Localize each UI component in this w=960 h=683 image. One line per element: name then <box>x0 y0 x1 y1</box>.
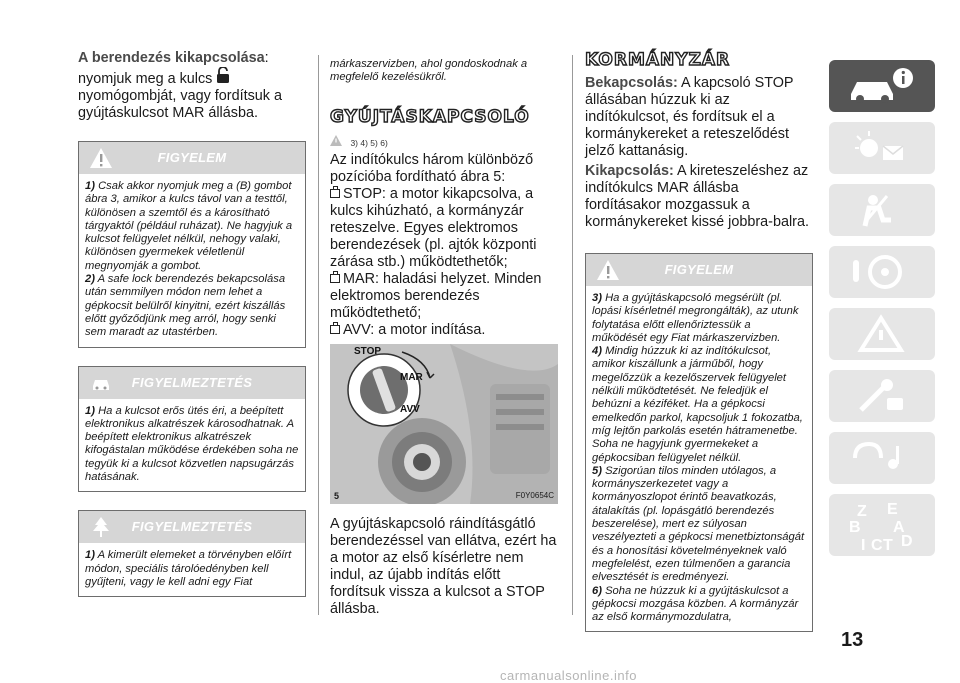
immobilizer-paragraph: A gyújtáskapcsoló ráindításgátló berendezéssel van ellátva, ezért ha a motor az első kísérletre nem indul, az újabb indítás előtt fordítsuk vissza a kulcsot a STOP állásba. <box>330 515 557 617</box>
note-text: Szigorúan tilos minden utólagos, a kormányszerkezetet vagy a kormányoszlopot érintő beavatkozás, átalakítás (pl. lopásgátló berendezés beszerelése), mert ez súlyosan veszélyezteti a gépkocsi menetbiztonságát és a honosítási követelményeknek való megfelelést, ezen túlmenően a garancia elvesztését is eredményezi. <box>592 464 805 584</box>
note-number: 1) <box>85 404 95 417</box>
index-letter: E <box>887 501 898 518</box>
tab-emergency[interactable] <box>829 370 935 422</box>
caution-box-body <box>79 399 305 492</box>
column-divider <box>572 55 573 615</box>
tab-warning-lights[interactable] <box>829 308 935 360</box>
warning-title: FIGYELEM <box>664 262 734 277</box>
caution-box-body <box>79 543 305 596</box>
chapter-tabs <box>829 60 935 566</box>
warning-box-body <box>586 286 812 631</box>
index-letter: C <box>871 537 883 554</box>
index-letter: D <box>901 533 913 550</box>
tools-icon <box>847 376 917 416</box>
column-middle <box>330 58 558 618</box>
airbag-safety-icon <box>847 190 917 230</box>
caution-box <box>78 366 306 493</box>
ignition-description <box>330 152 558 339</box>
figure-label-stop: STOP <box>354 345 382 357</box>
dashboard-lights-icon <box>847 128 917 168</box>
subheading-bekapcsolas: Bekapcsolás: <box>585 75 678 91</box>
tab-car-info[interactable] <box>829 60 935 112</box>
key-bullet-icon <box>330 189 340 198</box>
note-text: Ha a kulcsot erős ütés éri, a beépített elektronikus alkatrészek károsodhatnak. A beépített elektronikus alkatrészek kifogástalan működése érdekében soha ne tegyük ki a kulcsot közvetlen napsugárzás hatásának. <box>85 404 299 484</box>
tab-safety[interactable] <box>829 184 935 236</box>
section-title: KORMÁNYZÁR <box>585 50 731 70</box>
page-number: 13 <box>841 629 864 651</box>
reference-row <box>330 133 558 151</box>
warning-box-body <box>79 174 305 347</box>
warning-box <box>78 141 306 348</box>
tab-dashboard-lights[interactable] <box>829 122 935 174</box>
car-info-icon <box>847 66 917 106</box>
column-divider <box>318 55 319 615</box>
column-right <box>585 50 813 632</box>
note-number: 5) <box>592 464 602 477</box>
index-letter: T <box>883 537 893 554</box>
warning-small-icon <box>330 133 346 150</box>
figure-label-mar: MAR <box>400 371 423 383</box>
key-bullet-icon <box>330 274 340 283</box>
caution-box-header <box>79 367 305 399</box>
warning-triangle-icon <box>847 314 917 354</box>
note-number: 2) <box>85 273 95 286</box>
note-text: Mindig húzzuk ki az indítókulcsot, amikor kiszállunk a járműből, hogy megelőzzük a kezelőszervek felügyelet nélküli működtetését. Ne feledjük el behúzni a kéziféket. Ha a gépkocsi emelkedőn parkol, kapcsoljuk 1 fokozatba, míg lejtőn parkolás esetén hátramenetbe. Soha ne hagyjunk gyermekeket a gépkocsiban felügyelet nélkül. <box>592 345 803 464</box>
note-number: 1) <box>85 549 95 562</box>
reference-numbers: 3) 4) 5) 6) <box>350 137 388 148</box>
key-bullet-icon <box>330 325 340 334</box>
column-left <box>78 50 306 597</box>
section-title: GYÚJTÁSKAPCSOLÓ <box>330 106 530 127</box>
index-letter: I <box>861 537 866 554</box>
key-lock-icon <box>216 67 230 88</box>
note-text: Csak akkor nyomjuk meg a (B) gombot ábra 3, amikor a kulcs távol van a testtől, különösen a szemtől és a károsítható tárgyaktól (például ruházat). Ne hagyjuk a kulcsot felügyelet nélkül, nehogy valaki, különösen gyermekek véletlenül megnyomják a gombot. <box>85 180 293 272</box>
figure-number: 5 <box>334 490 340 501</box>
steering-wheel-icon <box>847 252 917 292</box>
caution-box-header <box>79 511 305 543</box>
lock-on-paragraph <box>585 75 813 160</box>
warning-box-header <box>79 142 305 174</box>
warning-title: FIGYELEM <box>157 150 227 165</box>
index-letter: Z <box>857 503 867 520</box>
figure-label-avv: AVV <box>400 403 420 415</box>
index-letter: A <box>893 519 905 536</box>
note-number: 3) <box>592 292 602 304</box>
note-text: Soha ne húzzuk ki a gyújtáskulcsot a gépkocsi mozgása közben. A kormányzár az első kormánymozdulatra, <box>592 584 799 624</box>
multimedia-icon <box>847 438 917 478</box>
watermark: carmanualsonline.info <box>500 668 637 683</box>
subheading-kikapcsolas: Kikapcsolás: <box>585 163 674 179</box>
warning-box <box>585 253 813 632</box>
paragraph-text: A kapcsoló STOP állásában húzzuk ki az indítókulcsot, és fordítsuk el a kormánykereket a reteszelődést jelző kattanásig. <box>585 75 794 159</box>
figure-code: F0Y0654C <box>515 490 554 500</box>
caution-title: FIGYELMEZTETÉS <box>131 374 253 390</box>
note-text: A kimerült elemeket a törvényben előírt módon, speciális tárolóedényben kell gyűjteni, vagy le kell adni egy Fiat <box>85 549 292 588</box>
paragraph-text: nyomógombját, vagy fordítsuk a gyújtáskulcsot MAR állásba. <box>78 88 282 121</box>
heading-colon: : <box>264 50 269 66</box>
section-title-row <box>330 107 558 127</box>
stop-position-text: STOP: a motor kikapcsolva, a kulcs kihúzható, a kormányzár reteszelve. Egyes elektromos berendezések (pl. ajtók központi zárása stb.) működtethetők; <box>330 185 537 270</box>
warning-box-header <box>586 254 812 286</box>
berendezes-paragraph <box>78 50 306 122</box>
tab-multimedia[interactable] <box>829 432 935 484</box>
lock-off-paragraph <box>585 163 813 231</box>
caution-box-environment <box>78 510 306 597</box>
paragraph-text: A kireteszeléshez az indítókulcs MAR állásba fordításakor mozgassuk a kormánykereket kissé jobbra-balra. <box>585 163 809 230</box>
avv-position-text: AVV: a motor indítása. <box>343 321 486 338</box>
note-text: A safe lock berendezés bekapcsolása után semmilyen módon nem lehet a gépkocsit belülről kinyitni, ezért kiszállás előtt győződjünk meg arról, hogy senki sem maradt az utastérben. <box>85 273 286 339</box>
paragraph-line: nyomjuk meg a kulcs <box>78 71 213 87</box>
mar-position-text: MAR: haladási helyzet. Minden elektromos berendezés működtethető; <box>330 270 542 321</box>
ignition-switch-figure <box>330 344 558 504</box>
caution-title: FIGYELMEZTETÉS <box>131 519 253 535</box>
intro-text: Az indítókulcs három különböző pozícióba fordítható ábra 5: <box>330 151 534 185</box>
continued-note-text: márkaszervizben, ahol gondoskodnak a megfelelő kezelésükről. <box>330 58 528 84</box>
tab-driving[interactable] <box>829 246 935 298</box>
note-text: Ha a gyújtáskapcsoló megsérült (pl. lopási kísérletnél megrongálták), az utunk folytatása előtt ellenőriztessük a működését egy Fiat márkaszervizben. <box>592 292 799 344</box>
index-letters-icon <box>847 500 917 554</box>
tab-index[interactable] <box>829 494 935 556</box>
index-letter: B <box>849 519 861 536</box>
note-number: 4) <box>592 345 602 358</box>
section-subheading: A berendezés kikapcsolása <box>78 50 265 66</box>
note-number: 1) <box>85 180 95 192</box>
ignition-switch-illustration <box>330 344 558 504</box>
note-number: 6) <box>592 584 602 597</box>
